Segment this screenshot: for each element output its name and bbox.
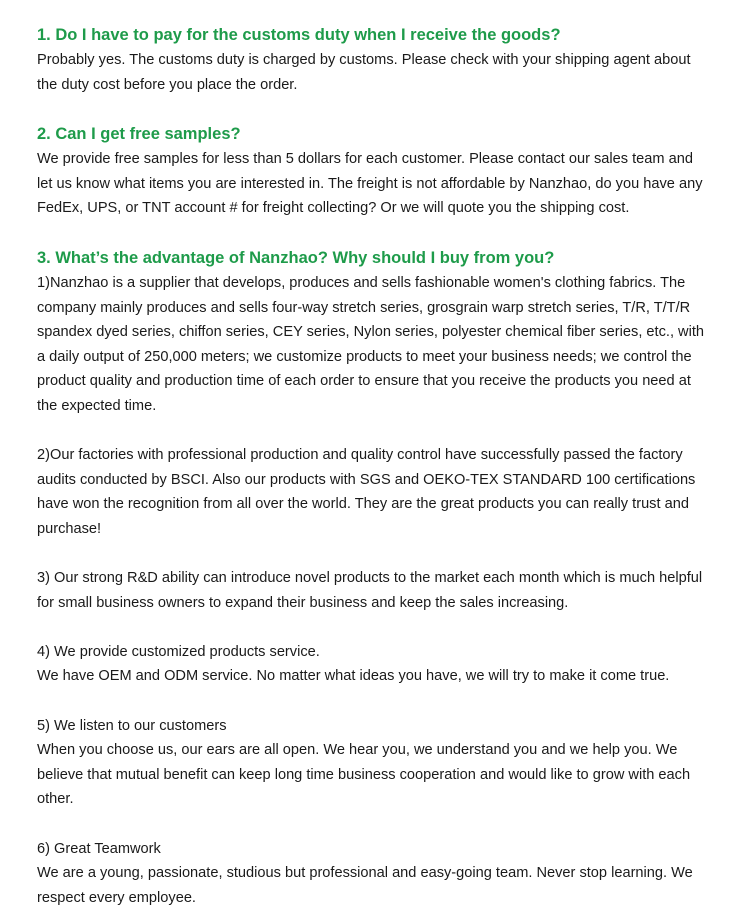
answer-text: We are a young, passionate, studious but professional and easy-going team. Never stop learning. We respect every employee. [37,865,693,906]
answer-text: Probably yes. The customs duty is charged by customs. Please check with your shipping agent about the duty cost before you place the order. [37,52,691,93]
answer-paragraph-listen [37,714,712,812]
answer-text: We have OEM and ODM service. No matter what ideas you have, we will try to make it come true. [37,668,670,685]
faq-answer-customs-duty [37,48,712,97]
faq-question-customs-duty: 1. Do I have to pay for the customs duty when I receive the goods? [37,26,561,44]
answer-text: When you choose us, our ears are all open. We hear you, we understand you and we help you. We believe that mutual benefit can keep long time business cooperation and would like to grow with each other. [37,742,691,808]
answer-heading: 6) Great Teamwork [37,840,161,857]
answer-heading: 5) We listen to our customers [37,717,227,734]
answer-paragraph [37,147,712,221]
answer-text: We provide free samples for less than 5 dollars for each customer. Please contact our sales team and let us know what items you are interested in. The freight is not affordable by Nanzhao, do you have any FedEx, UPS, or TNT account # for freight collecting? Or we will quote you the shipping cost. [37,151,703,217]
answer-heading: 4) We provide customized products service. [37,643,320,660]
faq-answer-advantage [37,271,712,910]
faq-answer-free-samples [37,147,712,221]
faq-question-advantage: 3. What’s the advantage of Nanzhao? Why should I buy from you? [37,248,555,267]
answer-paragraph-supplier [37,271,712,419]
answer-text: 2)Our factories with professional production and quality control have successfully passed the factory audits conducted by BSCI. Also our products with SGS and OEKO-TEX STANDARD 100 certifications have won the recognition from all over the world. They are the great products you can really trust and purchase! [37,447,696,537]
faq-item-free-samples [37,121,712,221]
answer-paragraph-rnd [37,566,712,615]
faq-question-free-samples: 2. Can I get free samples? [37,125,241,144]
answer-paragraph-factories [37,443,712,541]
answer-text: 3) Our strong R&D ability can introduce novel products to the market each month which is much helpful for small business owners to expand their business and keep the sales increasing. [37,570,703,611]
answer-paragraph-customized [37,640,712,689]
answer-paragraph [37,48,712,97]
faq-item-customs-duty [37,22,712,97]
answer-paragraph-teamwork [37,837,712,911]
faq-item-advantage [37,245,712,910]
answer-text: 1)Nanzhao is a supplier that develops, produces and sells fashionable women's clothing fabrics. The company mainly produces and sells four-way stretch series, grosgrain warp stretch series, T/R, T/T/R spandex dyed series, chiffon series, CEY series, Nylon series, polyester chemical fiber series, etc., with a daily output of 250,000 meters; we customize products to meet your business needs; we control the product quality and production time of each order to ensure that you receive the products you need at the expected time. [37,274,705,414]
